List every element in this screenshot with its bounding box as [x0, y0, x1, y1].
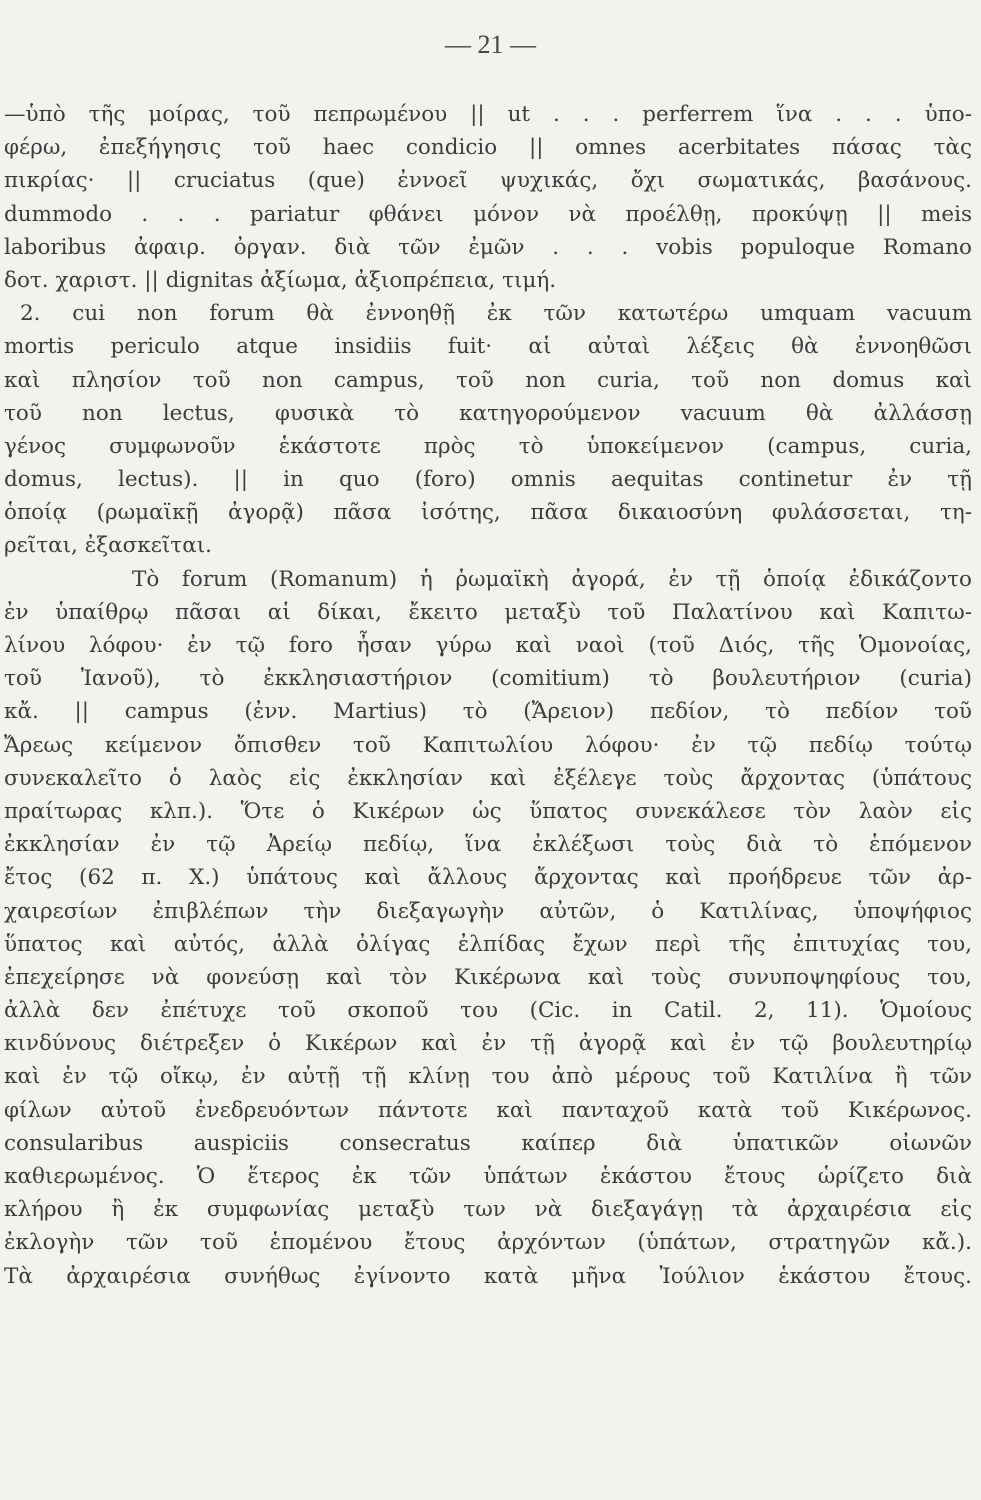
- text-line: πραίτωρας κλπ.). Ὅτε ὁ Κικέρων ὡς ὕπατος συνεκάλεσε τὸν λαὸν εἰς: [4, 798, 972, 824]
- text-line: dummodo . . . pariatur φθάνει μόνον νὰ προέλθῃ, προκύψῃ || meis: [4, 201, 972, 227]
- text-line: ἐκκλησίαν ἐν τῷ Ἀρείῳ πεδίῳ, ἵνα ἐκλέξωσι τοὺς διὰ τὸ ἑπόμενον: [4, 832, 972, 858]
- page-number: — 21 —: [445, 30, 536, 59]
- text-line: laboribus ἀφαιρ. ὀργαν. διὰ τῶν ἐμῶν . . . vobis populoque Romano: [4, 234, 972, 260]
- text-line: ἐν ὑπαίθρῳ πᾶσαι αἱ δίκαι, ἔκειτο μεταξὺ τοῦ Παλατίνου καὶ Καπιτω-: [4, 599, 972, 625]
- text-line: τοῦ non lectus, φυσικὰ τὸ κατηγορούμενον vacuum θὰ ἀλλάσσῃ: [4, 400, 972, 426]
- text-line: χαιρεσίων ἐπιβλέπων τὴν διεξαγωγὴν αὐτῶν, ὁ Κατιλίνας, ὑποψήφιος: [4, 898, 972, 924]
- text-line: Τὸ forum (Romanum) ἡ ῥωμαϊκὴ ἀγορά, ἐν τῇ ὁποίᾳ ἐδικάζοντο: [132, 566, 972, 592]
- text-line: ἀλλὰ δεν ἐπέτυχε τοῦ σκοποῦ του (Cic. in Catil. 2, 11). Ὁμοίους: [4, 998, 972, 1024]
- text-line: κλήρου ἢ ἐκ συμφωνίας μεταξὺ των νὰ διεξαγάγῃ τὰ ἀρχαιρέσια εἰς: [4, 1197, 972, 1223]
- text-line: γένος συμφωνοῦν ἑκάστοτε πρὸς τὸ ὑποκείμενον (campus, curia,: [4, 433, 972, 459]
- text-line: mortis periculo atque insidiis fuit· αἱ αὐταὶ λέξεις θὰ ἐννοηθῶσι: [4, 334, 972, 360]
- text-line: συνεκαλεῖτο ὁ λαὸς εἰς ἐκκλησίαν καὶ ἐξέλεγε τοὺς ἄρχοντας (ὑπάτους: [4, 765, 972, 791]
- text-line: καὶ πλησίον τοῦ non campus, τοῦ non curia, τοῦ non domus καὶ: [4, 367, 972, 393]
- text-body: [4, 98, 972, 1293]
- text-line: κἄ. || campus (ἐνν. Martius) τὸ (Ἄρειον) πεδίον, τὸ πεδίον τοῦ: [4, 699, 972, 725]
- text-line: φίλων αὐτοῦ ἐνεδρευόντων πάντοτε καὶ πανταχοῦ κατὰ τοῦ Κικέρωνος.: [4, 1097, 972, 1123]
- text-line: πικρίας· || cruciatus (que) ἐννοεῖ ψυχικάς, ὄχι σωματικάς, βασάνους.: [4, 168, 972, 194]
- text-line: φέρω, ἐπεξήγησις τοῦ haec condicio || omnes acerbitates πάσας τὰς: [4, 135, 972, 161]
- text-line: τοῦ Ἰανοῦ), τὸ ἐκκλησιαστήριον (comitium) τὸ βουλευτήριον (curia): [4, 666, 972, 692]
- text-line: καθιερωμένος. Ὁ ἕτερος ἐκ τῶν ὑπάτων ἑκάστου ἔτους ὡρίζετο διὰ: [4, 1164, 972, 1189]
- text-line: ρεῖται, ἐξασκεῖται.: [4, 533, 212, 559]
- text-line: consularibus auspiciis consecratus καίπερ διὰ ὑπατικῶν οἰωνῶν: [4, 1130, 972, 1156]
- text-line: Τὰ ἀρχαιρέσια συνήθως ἐγίνοντο κατὰ μῆνα Ἰούλιον ἑκάστου ἔτους.: [4, 1263, 972, 1289]
- text-line: δοτ. χαριστ. || dignitas ἀξίωμα, ἀξιοπρέπεια, τιμή.: [4, 267, 557, 293]
- text-line: ὁποίᾳ (ρωμαϊκῇ ἀγορᾷ) πᾶσα ἰσότης, πᾶσα δικαιοσύνη φυλάσσεται, τη-: [4, 500, 972, 526]
- text-line: κινδύνους διέτρεξεν ὁ Κικέρων καὶ ἐν τῇ ἀγορᾷ καὶ ἐν τῷ βουλευτηρίῳ: [4, 1031, 972, 1057]
- text-line: λίνου λόφου· ἐν τῷ foro ἦσαν γύρω καὶ ναοὶ (τοῦ Διός, τῆς Ὁμονοίας,: [4, 633, 972, 658]
- text-line: domus, lectus). || in quo (foro) omnis aequitas continetur ἐν τῇ: [4, 467, 972, 493]
- text-line: ὕπατος καὶ αὐτός, ἀλλὰ ὀλίγας ἐλπίδας ἔχων περὶ τῆς ἐπιτυχίας του,: [4, 931, 972, 957]
- text-line: ἐκλογὴν τῶν τοῦ ἑπομένου ἔτους ἀρχόντων (ὑπάτων, στρατηγῶν κἄ.).: [4, 1230, 972, 1256]
- text-line: καὶ ἐν τῷ οἴκῳ, ἐν αὐτῇ τῇ κλίνῃ του ἀπὸ μέρους τοῦ Κατιλίνα ἢ τῶν: [4, 1064, 972, 1090]
- text-line: ἔτος (62 π. Χ.) ὑπάτους καὶ ἄλλους ἄρχοντας καὶ προήδρευε τῶν ἀρ-: [4, 865, 972, 891]
- text-line: ἐπεχείρησε νὰ φονεύσῃ καὶ τὸν Κικέρωνα καὶ τοὺς συνυποψηφίους του,: [4, 964, 972, 990]
- text-line: —ὑπὸ τῆς μοίρας, τοῦ πεπρωμένου || ut . . . perferrem ἵνα . . . ὑπο-: [4, 102, 972, 127]
- text-line: Ἄρεως κείμενον ὄπισθεν τοῦ Καπιτωλίου λόφου· ἐν τῷ πεδίῳ τούτῳ: [4, 732, 972, 758]
- text-line: 2. cui non forum θὰ ἐννοηθῇ ἐκ τῶν κατωτέρω umquam vacuum: [20, 301, 972, 327]
